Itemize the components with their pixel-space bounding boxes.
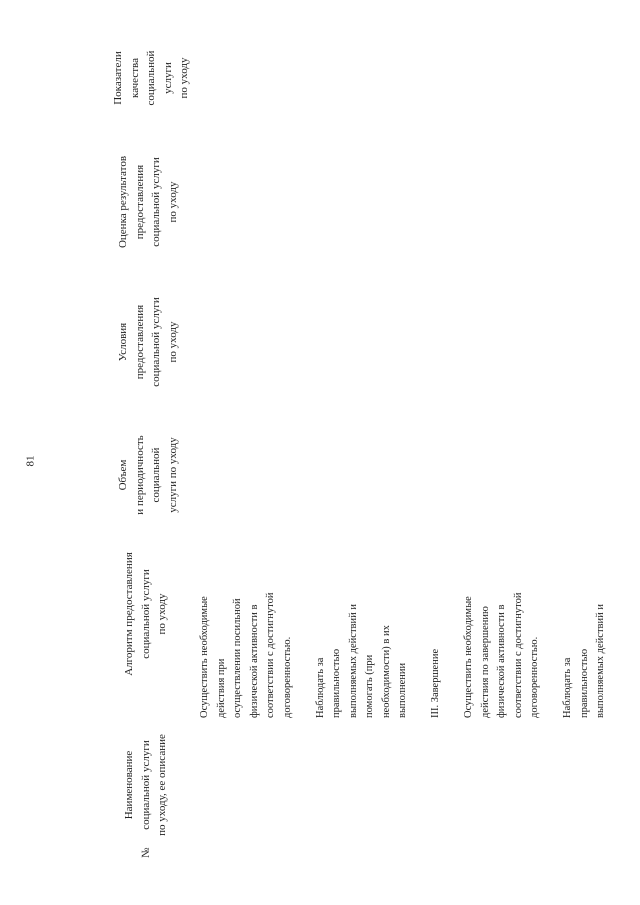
header-line: по уходу xyxy=(178,57,190,99)
algorithm-line: правильностью xyxy=(331,648,342,718)
algorithm-line: соответствии с достигнутой xyxy=(512,592,524,718)
algorithm-line: договоренностью. xyxy=(529,636,540,718)
header-volume xyxy=(115,425,181,525)
page-number: 81 xyxy=(24,455,37,467)
algorithm-line: Наблюдать за xyxy=(314,657,326,718)
header-line: по уходу xyxy=(156,593,168,635)
header-line: Наименование xyxy=(123,750,135,820)
header-line: социальной услуги xyxy=(139,569,152,659)
header-line: социальной xyxy=(150,447,162,503)
header-line: Оценка результатов xyxy=(117,155,129,249)
header-conditions xyxy=(115,292,181,392)
header-line: социальной услуги xyxy=(150,297,162,387)
header-line: социальной услуги xyxy=(139,740,152,830)
header-line: услуги xyxy=(161,62,174,94)
algorithm-line: действия при xyxy=(215,658,227,718)
header-algorithm xyxy=(121,544,171,684)
algorithm-line: физической активности в xyxy=(496,604,507,718)
header-line: Объем xyxy=(117,459,129,491)
header-line: по уходу xyxy=(166,321,179,363)
header-line: по уходу xyxy=(166,181,179,223)
algorithm-line: Осуществить необходимые xyxy=(199,596,210,718)
algorithm-line: Осуществить необходимые xyxy=(463,596,474,718)
algorithm-line: правильностью xyxy=(578,648,590,718)
header-line: и периодичность xyxy=(133,435,146,515)
algorithm-line: помогать (при xyxy=(364,654,375,718)
algorithm-line: физической активности в xyxy=(248,604,260,718)
algorithm-line: выполняемых действий и xyxy=(595,604,606,718)
algorithm-text xyxy=(197,538,610,718)
algorithm-line: соответствии с достигнутой xyxy=(265,592,276,718)
algorithm-line: выполняемых действий и xyxy=(347,604,359,718)
paragraph-gap xyxy=(445,538,462,718)
algorithm-line: выполнении xyxy=(397,662,408,718)
header-indicators xyxy=(110,38,193,118)
algorithm-line: необходимости) в их xyxy=(380,625,392,718)
paragraph-gap xyxy=(412,538,429,718)
header-line: Условия xyxy=(117,322,129,362)
header-line: услуги по уходу xyxy=(166,437,179,513)
algorithm-line: действия по завершению xyxy=(479,606,491,718)
header-line: качества xyxy=(128,58,141,98)
algorithm-line: осуществлении посильной xyxy=(232,598,243,718)
header-line: социальной xyxy=(145,50,157,106)
header-line: по уходу, ее описание xyxy=(156,734,168,836)
paragraph-gap xyxy=(544,538,561,718)
header-evaluation xyxy=(115,142,181,262)
header-number: № xyxy=(140,847,152,858)
header-line: социальной услуги xyxy=(150,157,162,247)
algorithm-line: III. Завершение xyxy=(430,648,441,718)
algorithm-line: Наблюдать за xyxy=(562,657,573,718)
algorithm-line: договоренностью. xyxy=(281,636,293,718)
header-line: предоставления xyxy=(133,304,146,380)
header-line: Показатели xyxy=(112,51,124,105)
header-service-name xyxy=(121,710,171,860)
header-line: Алгоритм предоставления xyxy=(123,552,135,676)
paragraph-gap xyxy=(296,538,313,718)
header-line: предоставления xyxy=(133,164,146,240)
